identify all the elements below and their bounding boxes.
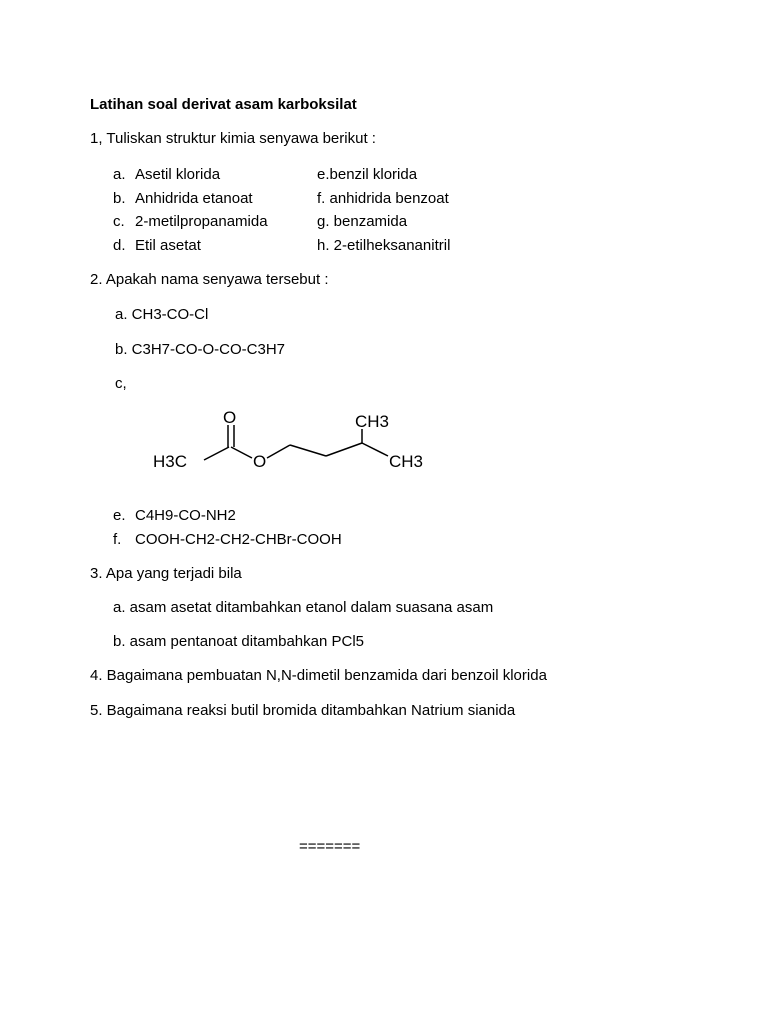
question-2e [113,506,236,526]
list-label: 2-metilpropanamida [135,213,268,230]
bond-7 [362,443,388,456]
list-marker: d. [113,237,126,254]
bond-4 [290,445,326,456]
list-item-e: e.benzil klorida [317,166,418,183]
label-ester-o [253,452,266,471]
bond-2 [231,447,252,458]
list-marker: a. [113,166,126,183]
h3c-text: H3C [153,452,188,471]
question-2b: b. C3H7-CO-O-CO-C3H7 [115,341,286,358]
question-2f [113,530,342,550]
list-item-c [113,212,268,232]
label-h3c [153,452,187,471]
formula: COOH-CH2-CH2-CHBr-COOH [135,531,342,548]
list-item-a [113,165,220,185]
ester-structure-diagram [150,405,450,480]
list-marker: b. [113,190,126,207]
question-2c: c, [115,375,127,392]
list-marker: c. [113,213,125,230]
label-carbonyl-o [223,408,236,427]
question-2: 2. Apakah nama senyawa tersebut : [90,271,329,288]
list-label: Etil asetat [135,237,201,254]
question-4: 4. Bagaimana pembuatan N,N-dimetil benzamida dari benzoil klorida [90,667,547,684]
label-ch3-top [355,412,389,431]
list-marker: e. [113,507,126,524]
list-item-b [113,189,253,209]
document-title: Latihan soal derivat asam karboksilat [90,96,357,113]
separator: ======= [299,838,361,855]
formula: C4H9-CO-NH2 [135,507,236,524]
list-item-g: g. benzamida [317,213,408,230]
ester-o-text: O [253,452,267,471]
bond-3 [267,445,290,458]
list-item-h: h. 2-etilheksananitril [317,237,451,254]
question-3: 3. Apa yang terjadi bila [90,565,242,582]
question-1: 1, Tuliskan struktur kimia senyawa berikut : [90,130,376,147]
list-label: Anhidrida etanoat [135,190,253,207]
ch3-top-text: CH3 [355,412,390,431]
ch3-right-text: CH3 [389,452,424,471]
question-5: 5. Bagaimana reaksi butil bromida ditambahkan Natrium sianida [90,702,516,719]
list-item-d [113,236,201,256]
bond-5 [326,443,362,456]
list-marker: f. [113,531,122,548]
question-3b: b. asam pentanoat ditambahkan PCl5 [113,633,364,650]
list-item-f: f. anhidrida benzoat [317,190,449,207]
bond-1 [204,447,229,460]
carbonyl-o-text: O [223,408,237,427]
question-2a: a. CH3-CO-Cl [115,306,209,323]
list-label: Asetil klorida [135,166,221,183]
question-3a: a. asam asetat ditambahkan etanol dalam suasana asam [113,599,494,616]
label-ch3-right [389,452,423,471]
